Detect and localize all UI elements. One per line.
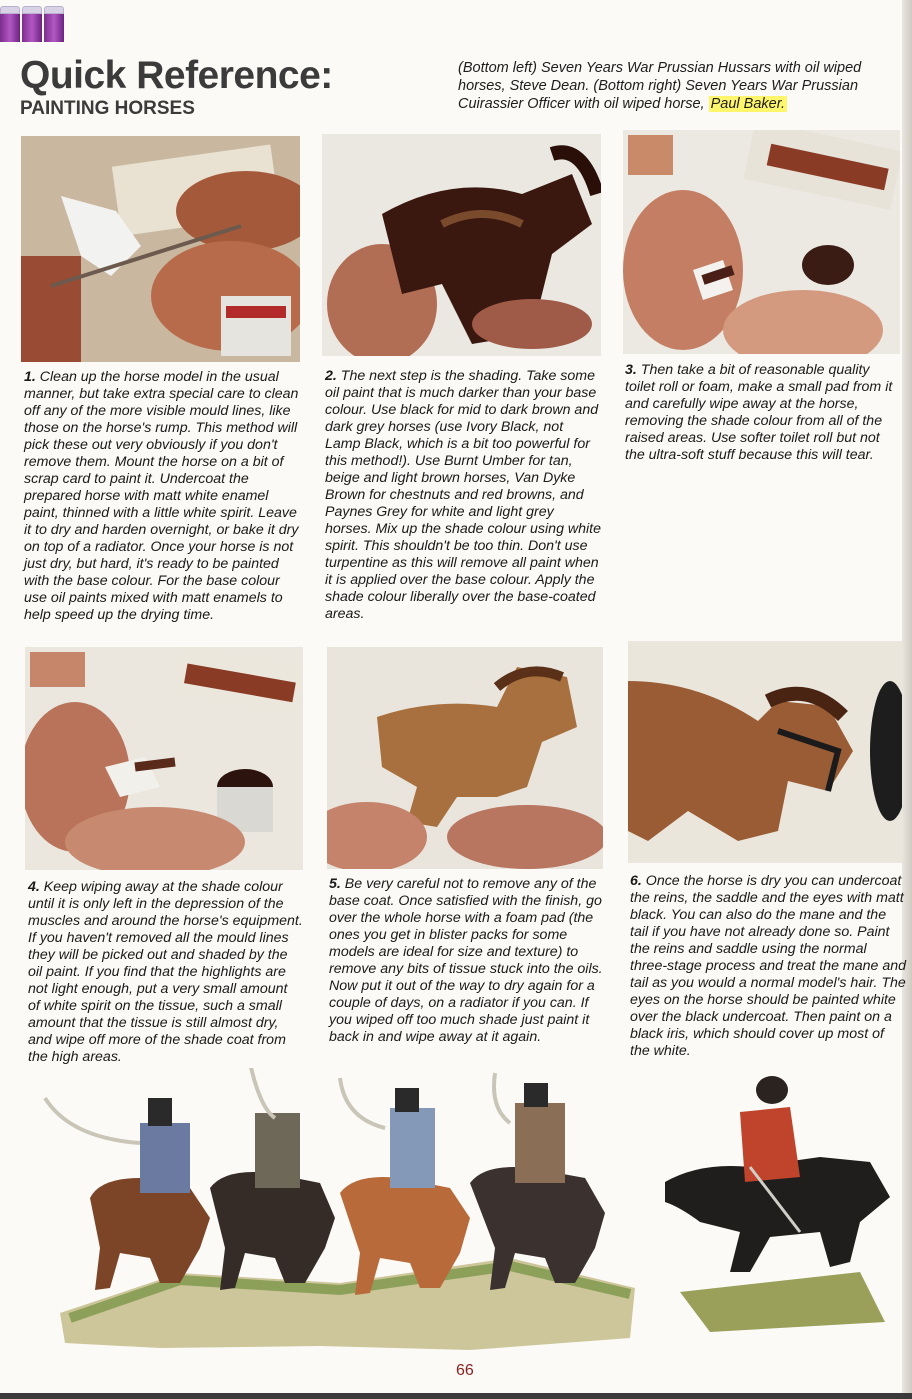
photo-caption bbox=[458, 59, 898, 113]
page-title: Quick Reference: bbox=[20, 54, 333, 97]
step-1-text: 1. Clean up the horse model in the usual manner, but take extra special care to clean off any of the more visible mould lines, like those on the horse's rump. This method will pick these out very obviously if you don't remove them. Mount the horse on a bit of scrap card to paint it. Undercoat the prepared horse with matt white enamel paint, thinned with a little white spirit. Leave it to dry and harden overnight, or bake it dry on top of a radiator. Once your horse is not just dry, but hard, it's ready to be painted with the base colour. For the base colour use oil paints mixed with matt enamels to help speed up the drying time. bbox=[24, 369, 299, 623]
photo-caption-text: (Bottom left) Seven Years War Prussian Hussars with oil wiped horses, Steve Dean. (Bottom right) Seven Years War Prussian Cuirassier Officer with oil wiped horse, bbox=[458, 60, 862, 112]
step-2-photo bbox=[322, 134, 601, 356]
paint-pots-icon bbox=[0, 6, 64, 42]
hussars-photo bbox=[40, 1068, 640, 1353]
step-5-text: 5. Be very careful not to remove any of the base coat. Once satisfied with the finish, go over the whole horse with a foam pad (the ones you get in blister packs for some models are ideal for size and texture) to remove any bits of tissue stuck into the oils. Now put it out of the way to dry again for a couple of days, on a radiator if you can. If you wiped off too much shade just paint it back in and wipe away at it again. bbox=[329, 876, 603, 1045]
step-4-photo bbox=[25, 647, 303, 870]
page-number: 66 bbox=[456, 1362, 474, 1379]
step-5-photo bbox=[327, 647, 603, 869]
bottom-bar bbox=[0, 1393, 912, 1399]
photo-credit-highlight: Paul Baker. bbox=[710, 96, 786, 112]
step-2-text: 2. The next step is the shading. Take some oil paint that is much darker than your base colour. Use black for mid to dark brown and dark grey horses (use Ivory Black, not Lamp Black, which is a bit too powerful for this method!). Use Burnt Umber for tan, beige and light brown horses, Van Dyke Brown for chestnuts and red browns, and Paynes Grey for white and light grey horses. Mix up the shade colour using white spirit. This shouldn't be too thin. Don't use turpentine as this will remove all paint when it is applied over the base colour. Apply the shade colour liberally over the base-coated areas. bbox=[325, 368, 602, 622]
page-subtitle: PAINTING HORSES bbox=[20, 98, 195, 119]
step-3-text: 3. Then take a bit of reasonable quality toilet roll or foam, make a small pad from it and carefully wipe away at the horse, removing the shade colour from all of the raised areas. Use softer toilet roll but not the ultra-soft stuff because this will tear. bbox=[625, 362, 893, 463]
cuirassier-photo bbox=[660, 1072, 894, 1334]
step-4-text: 4. Keep wiping away at the shade colour until it is only left in the depression of the muscles and around the horse's equipment. If you haven't removed all the mould lines they will be picked out and shaded by the oil paint. If you find that the highlights are not light enough, put a very small amount of white spirit on the tissue, such a small amount that the tissue is still almost dry, and wipe off more of the shade coat from the high areas. bbox=[28, 879, 303, 1065]
step-1-photo bbox=[21, 136, 300, 362]
step-6-text: 6. Once the horse is dry you can undercoat the reins, the saddle and the eyes with matt black. You can also do the mane and the tail if you have not already done so. Paint the reins and saddle using the normal three-stage process and treat the mane and tail as you would a normal model's hair. The eyes on the horse should be painted white over the black undercoat. Then paint on a black iris, which should cover up most of the white. bbox=[630, 873, 907, 1059]
step-6-photo bbox=[628, 641, 902, 863]
step-3-photo bbox=[623, 130, 900, 354]
page-edge bbox=[902, 0, 912, 1399]
